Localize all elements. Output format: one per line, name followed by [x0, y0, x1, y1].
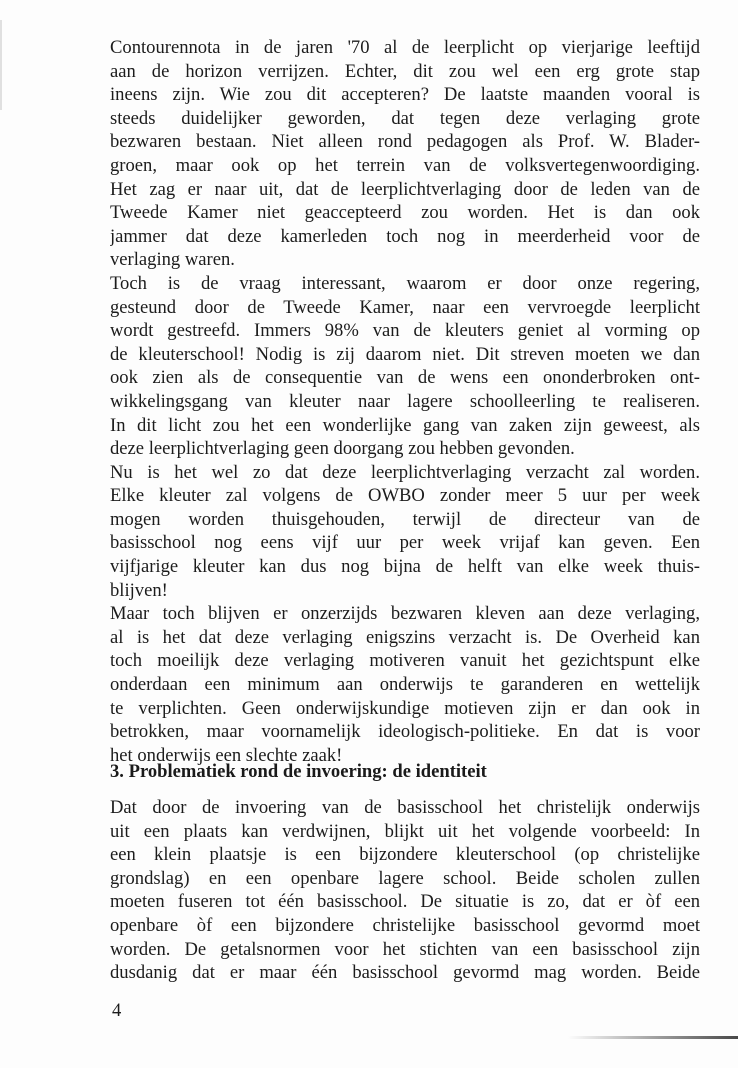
text-line: Nu is het wel zo dat deze leerplichtverlaging verzacht zal worden.	[110, 461, 700, 483]
text-line: dusdanig dat er maar één basisschool gevormd mag worden. Beide	[110, 962, 700, 984]
text-line: ineens zijn. Wie zou dit accepteren? De laatste maanden vooral is	[110, 84, 700, 106]
text-line: jammer dat deze kamerleden toch nog in meerderheid voor de	[110, 225, 700, 247]
body-text-bottom	[110, 796, 700, 985]
scan-edge-bottom	[568, 1036, 738, 1039]
text-line: worden. De getalsnormen voor het stichten van een basisschool zijn	[110, 938, 700, 960]
text-line: het onderwijs een slechte zaak!	[110, 744, 343, 766]
text-line: grondslag) en een openbare lagere school. Beide scholen zullen	[110, 867, 700, 889]
text-line: gesteund door de Tweede Kamer, naar een vervroegde leerplicht	[110, 296, 700, 318]
section-heading: 3. Problematiek rond de invoering: de identiteit	[110, 761, 487, 782]
text-line: basisschool nog eens vijf uur per week vrijaf kan geven. Een	[110, 532, 700, 554]
text-line: de kleuterschool! Nodig is zij daarom niet. Dit streven moeten we dan	[110, 343, 700, 365]
text-line: Het zag er naar uit, dat de leerplichtverlaging door de leden van de	[110, 178, 700, 200]
text-line: Tweede Kamer niet geaccepteerd zou worden. Het is dan ook	[110, 202, 700, 224]
text-line: Maar toch blijven er onzerzijds bezwaren kleven aan deze verlaging,	[110, 603, 700, 625]
text-line: aan de horizon verrijzen. Echter, dit zou wel een erg grote stap	[110, 60, 700, 82]
text-line: blijven!	[110, 579, 168, 601]
body-text-top	[110, 36, 700, 767]
text-line: ook zien als de consequentie van de wens een ononderbroken ont-	[110, 367, 700, 389]
text-line: steeds duidelijker geworden, dat tegen deze verlaging grote	[110, 107, 700, 129]
text-line: al is het dat deze verlaging enigszins verzacht is. De Overheid kan	[110, 626, 700, 648]
text-line: deze leerplichtverlaging geen doorgang zou hebben gevonden.	[110, 438, 575, 460]
text-line: onderdaan een minimum aan onderwijs te garanderen en wettelijk	[110, 674, 700, 696]
text-line: te verplichten. Geen onderwijskundige motieven zijn er dan ook in	[110, 697, 700, 719]
text-line: Elke kleuter zal volgens de OWBO zonder meer 5 uur per week	[110, 485, 700, 507]
text-line: Dat door de invoering van de basisschool het christelijk onderwijs	[110, 797, 700, 818]
text-line: vijfjarige kleuter kan dus nog bijna de helft van elke week thuis-	[110, 556, 700, 578]
text-line: moeten fuseren tot één basisschool. De situatie is zo, dat er òf een	[110, 891, 700, 913]
text-line: groen, maar ook op het terrein van de volksvertegenwoordiging.	[110, 154, 700, 176]
text-line: Toch is de vraag interessant, waarom er door onze regering,	[110, 272, 700, 294]
text-line: wikkelingsgang van kleuter naar lagere schoolleerling te realiseren.	[110, 390, 700, 412]
text-line: Contourennota in de jaren '70 al de leerplicht op vierjarige leeftijd	[110, 37, 700, 58]
text-line: mogen worden thuisgehouden, terwijl de directeur van de	[110, 508, 700, 530]
text-line: een klein plaatsje is een bijzondere kleuterschool (op christelijke	[110, 844, 700, 866]
text-line: wordt gestreefd. Immers 98% van de kleuters geniet al vorming op	[110, 320, 700, 342]
text-line: In dit licht zou het een wonderlijke gang van zaken zijn geweest, als	[110, 414, 700, 436]
text-line: toch moeilijk deze verlaging motiveren vanuit het gezichtspunt elke	[110, 650, 700, 672]
text-line: betrokken, maar voornamelijk ideologisch-politieke. En dat is voor	[110, 721, 700, 743]
text-line: bezwaren bestaan. Niet alleen rond pedagogen als Prof. W. Blader-	[110, 131, 700, 153]
text-line: openbare òf een bijzondere christelijke basisschool gevormd moet	[110, 914, 700, 936]
text-line: uit een plaats kan verdwijnen, blijkt uit het volgende voorbeeld: In	[110, 820, 700, 842]
text-line: verlaging waren.	[110, 249, 235, 271]
scan-edge-left	[0, 20, 2, 110]
page-number: 4	[112, 1000, 122, 1021]
